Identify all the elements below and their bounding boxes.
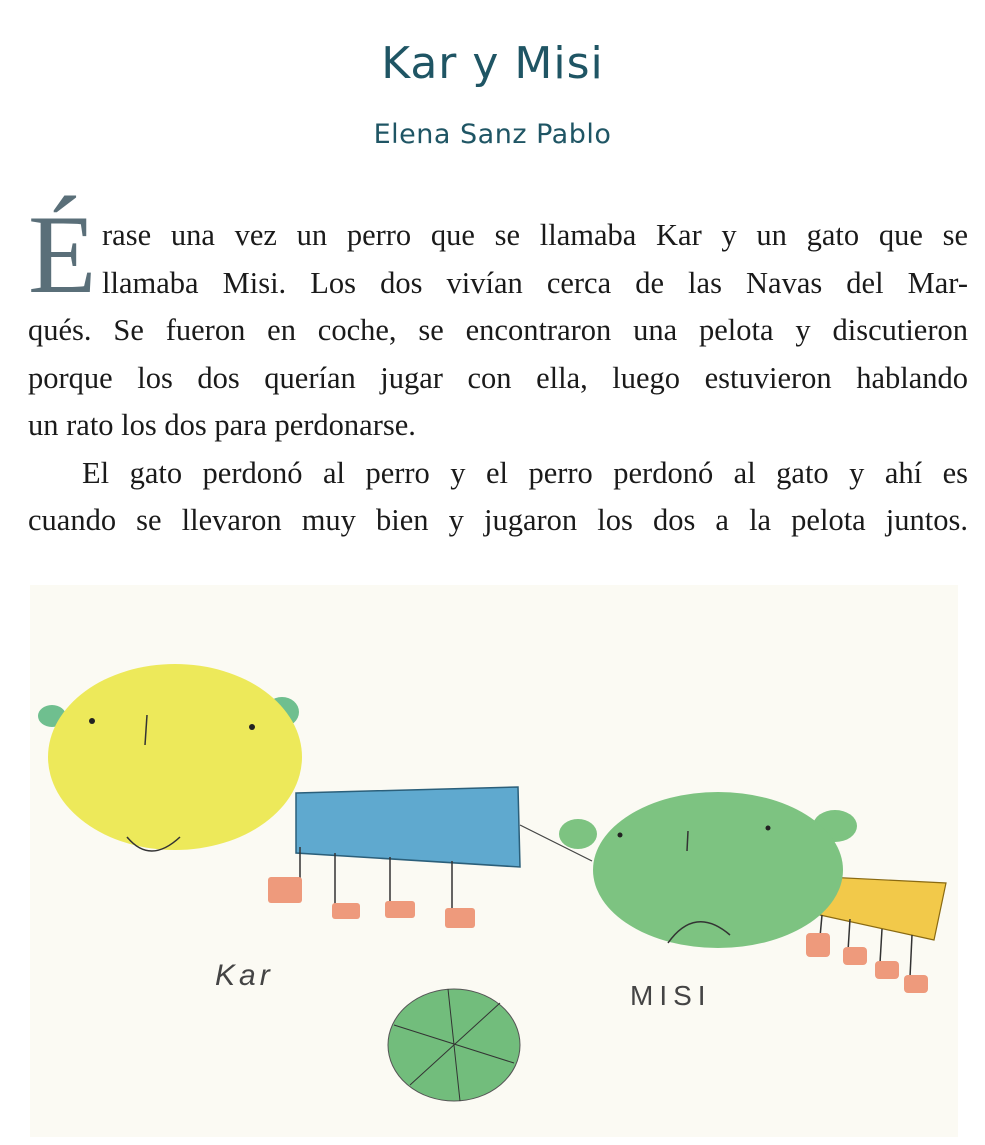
dog-left-eye (89, 718, 95, 724)
story-line-7: cuando se llevaron muy bien y jugaron los dos a la pelota juntos. (28, 503, 968, 537)
cat-name-label: MISI (630, 980, 712, 1011)
dog-right-eye (249, 724, 255, 730)
dog-body (296, 787, 520, 867)
story-line-3: qués. Se fueron en coche, se encontraron una pelota y discutieron (28, 313, 968, 347)
cat-right-eye (766, 826, 771, 831)
story-line-1: rase una vez un perro que se llamaba Kar y un gato que se (102, 218, 968, 252)
story-line-5: un rato los dos para perdonarse. (28, 408, 416, 442)
story-line-4: porque los dos querían jugar con ella, luego estuvieron hablando (28, 360, 968, 395)
dog-name-label: Kar (215, 959, 274, 992)
drop-cap: É (28, 193, 97, 317)
child-drawing (30, 585, 958, 1137)
cat-left-ear (559, 819, 597, 849)
story-author: Elena Sanz Pablo (373, 119, 612, 150)
story-body (28, 212, 968, 545)
story-line-6: El gato perdonó al perro y el perro perdonó al gato y ahí es (82, 455, 968, 490)
cat-nose (687, 831, 688, 851)
story-line-2: llamaba Misi. Los dos vivían cerca de las Navas del Mar- (102, 265, 968, 300)
cat-left-eye (618, 833, 623, 838)
cat-head (593, 792, 843, 948)
dog-paws (268, 877, 475, 928)
drawing-svg (30, 585, 958, 1137)
cat-paws (806, 933, 928, 993)
dog-head (48, 664, 302, 850)
story-title: Kar y Misi (381, 38, 604, 89)
